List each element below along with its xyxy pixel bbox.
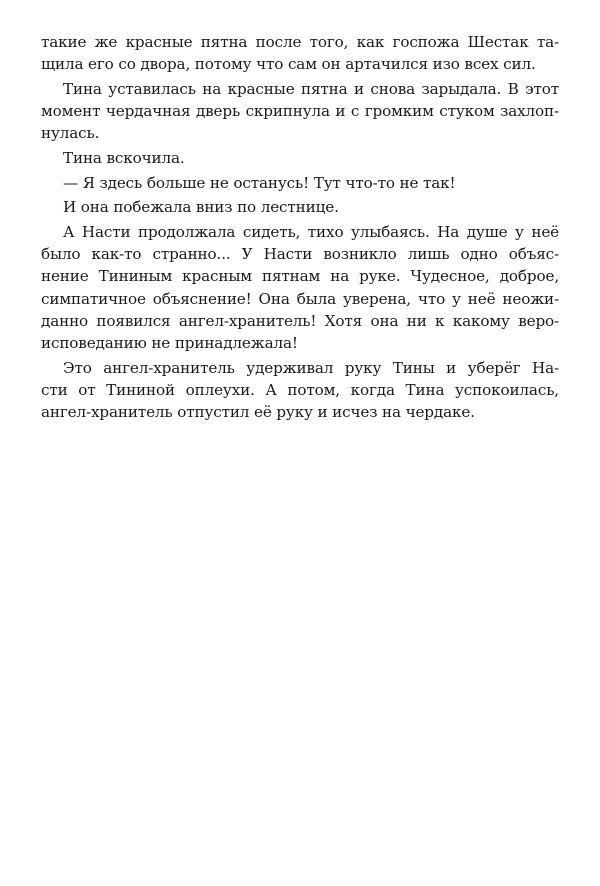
- text-line: нение Тининым красным пятнам на руке. Чудесное, доброе,: [41, 267, 559, 286]
- text-line: Тина вскочила.: [63, 148, 185, 167]
- text-line: момент чердачная дверь скрипнула и с громким стуком захлоп-: [41, 102, 559, 121]
- paragraph-2: [41, 78, 559, 145]
- text-line: ангел-хранитель отпустил её руку и исчез на чердаке.: [41, 403, 475, 421]
- book-page: [41, 31, 559, 423]
- paragraph-3: [41, 147, 559, 169]
- paragraph-7: [41, 357, 559, 424]
- text-line: такие же красные пятна после того, как госпожа Шестак та-: [41, 33, 559, 51]
- text-line: И она побежала вниз по лестнице.: [63, 198, 339, 217]
- paragraph-6: [41, 221, 559, 354]
- paragraph-5: [41, 196, 559, 218]
- text-line: исповеданию не принадлежала!: [41, 333, 298, 352]
- text-line: щила его со двора, потому что сам он артачился изо всех сил.: [41, 55, 536, 74]
- paragraph-4-dialogue: [41, 172, 559, 194]
- text-line: сти от Тининой оплеухи. А потом, когда Тина успокоилась,: [41, 380, 559, 399]
- text-line: А Насти продолжала сидеть, тихо улыбаясь. На душе у неё: [63, 223, 559, 241]
- text-line: нулась.: [41, 124, 100, 143]
- text-line: симпатичное объяснение! Она была уверена, что у неё неожи-: [41, 289, 559, 308]
- paragraph-1: [41, 31, 559, 75]
- text-line: Тина уставилась на красные пятна и снова зарыдала. В этот: [63, 79, 559, 98]
- text-line: Это ангел-хранитель удерживал руку Тины и уберёг На-: [63, 358, 559, 377]
- text-line: данно появился ангел-хранитель! Хотя она ни к какому веро-: [41, 311, 559, 330]
- text-line: было как-то странно... У Насти возникло лишь одно объяс-: [41, 245, 559, 264]
- text-line: — Я здесь больше не останусь! Тут что-то не так!: [63, 173, 456, 192]
